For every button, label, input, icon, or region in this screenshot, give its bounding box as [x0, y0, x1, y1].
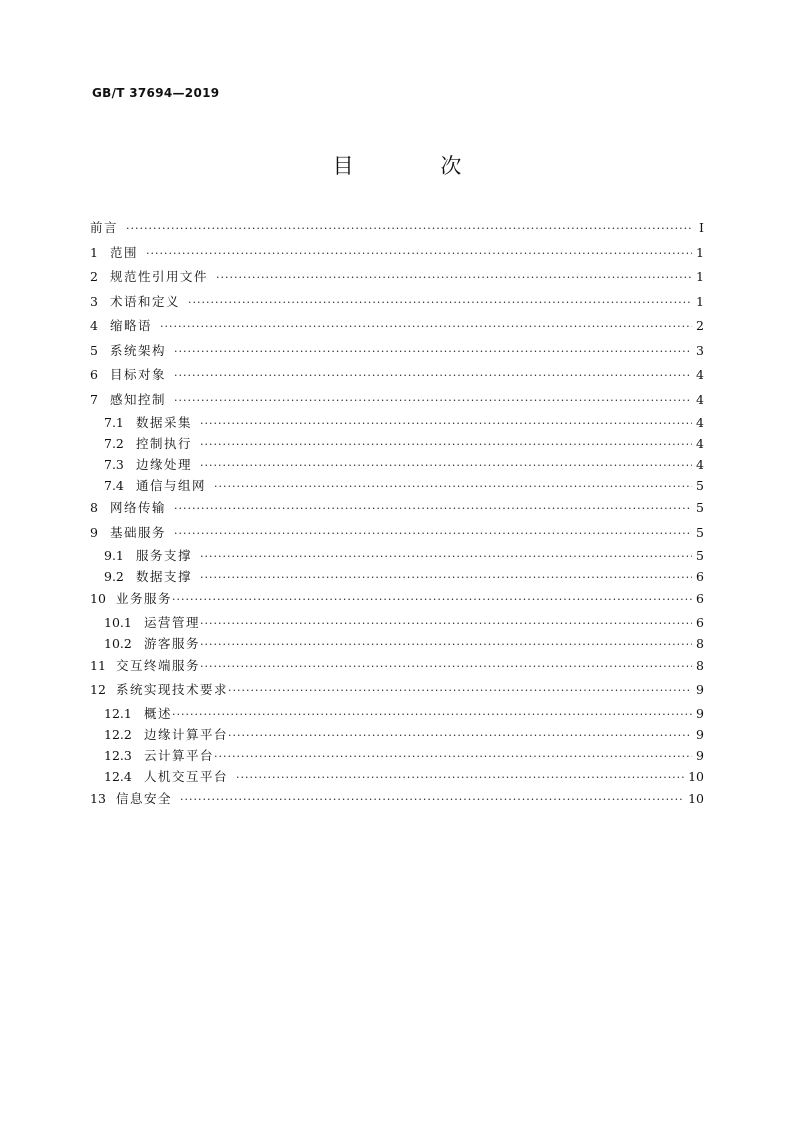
toc-entry-number: 6: [90, 367, 98, 382]
toc-entry-page: 6: [696, 614, 704, 630]
toc-entry-label: 交互终端服务: [116, 657, 201, 673]
toc-entry[interactable]: [90, 521, 704, 546]
toc-entry-label: 术语和定义: [110, 293, 181, 309]
toc-entry[interactable]: [90, 545, 704, 566]
toc-entry-page: 10: [688, 790, 704, 806]
toc-entry[interactable]: [90, 290, 704, 315]
toc-entry-number: 7.4: [104, 478, 124, 493]
toc-leader-dots: [200, 567, 692, 588]
toc-entry[interactable]: [90, 265, 704, 290]
toc-entry-page: 1: [696, 269, 704, 284]
toc-entry[interactable]: [90, 241, 704, 266]
toc-entry-label: 运营管理: [144, 614, 201, 630]
toc-entry-page: 9: [696, 726, 704, 742]
toc-entry-number: 10.1: [104, 614, 132, 630]
toc-entry[interactable]: [90, 433, 704, 454]
toc-entry-page: 4: [696, 367, 704, 382]
toc-entry-page: 4: [696, 415, 704, 430]
standard-code: GB/T 37694—2019: [92, 86, 220, 100]
toc-entry-page: 5: [696, 478, 704, 493]
toc-entry-number: 3: [90, 293, 98, 309]
toc-entry[interactable]: [90, 678, 704, 703]
toc-entry-label: 概述: [144, 705, 173, 721]
toc-leader-dots: [174, 522, 692, 547]
toc-entry-label: 控制执行: [136, 436, 193, 451]
toc-entry[interactable]: [90, 314, 704, 339]
toc-entry-label: 范围: [110, 244, 139, 260]
toc-entry-page: 10: [688, 768, 704, 784]
toc-entry-number: 2: [90, 269, 98, 284]
toc-entry-page: 5: [696, 524, 704, 540]
toc-entry-number: 9.1: [104, 548, 124, 563]
toc-entry[interactable]: [90, 475, 704, 496]
toc-leader-dots: [174, 340, 692, 365]
toc-entry-number: 7.3: [104, 457, 124, 472]
toc-leader-dots: [200, 655, 692, 680]
toc-leader-dots: [228, 725, 692, 746]
toc-entry-page: 4: [696, 436, 704, 451]
toc-entry[interactable]: [90, 339, 704, 364]
table-of-contents: [90, 216, 704, 811]
toc-entry-page: 5: [696, 500, 704, 515]
toc-entry-page: 5: [696, 548, 704, 563]
toc-leader-dots: [180, 788, 684, 813]
toc-entry-number: 12.1: [104, 705, 132, 721]
toc-leader-dots: [160, 315, 692, 340]
page-title: 目 次: [332, 154, 502, 178]
toc-entry[interactable]: [90, 724, 704, 745]
toc-entry[interactable]: [90, 587, 704, 612]
toc-entry-page: 4: [696, 391, 704, 407]
toc-entry-label: 人机交互平台: [144, 768, 229, 784]
toc-leader-dots: [172, 704, 692, 725]
toc-entry-page: 9: [696, 747, 704, 763]
toc-leader-dots: [228, 679, 692, 704]
toc-entry-number: 7: [90, 391, 98, 407]
toc-leader-dots: [236, 767, 684, 788]
toc-entry-page: 6: [696, 569, 704, 584]
toc-entry-label: 规范性引用文件: [110, 269, 209, 284]
toc-leader-dots: [216, 266, 692, 291]
toc-entry-label: 前言: [90, 220, 119, 235]
toc-leader-dots: [214, 476, 692, 497]
toc-entry-label: 边缘处理: [136, 457, 193, 472]
toc-entry[interactable]: [90, 388, 704, 413]
toc-entry-number: 4: [90, 318, 98, 333]
toc-entry-number: 1: [90, 244, 98, 260]
toc-leader-dots: [126, 217, 692, 242]
toc-entry-label: 感知控制: [110, 391, 167, 407]
toc-entry-label: 缩略语: [110, 318, 153, 333]
toc-entry-number: 9.2: [104, 569, 124, 584]
toc-entry-label: 系统架构: [110, 342, 167, 358]
toc-entry-page: 9: [696, 705, 704, 721]
toc-entry[interactable]: [90, 566, 704, 587]
toc-entry-page: 6: [696, 591, 704, 606]
toc-entry-label: 游客服务: [144, 635, 201, 651]
toc-entry-number: 13: [90, 790, 106, 806]
toc-leader-dots: [200, 455, 692, 476]
toc-leader-dots: [174, 364, 692, 389]
toc-entry-label: 云计算平台: [144, 747, 215, 763]
toc-leader-dots: [174, 497, 692, 522]
toc-entry-page: Ⅰ: [699, 220, 704, 235]
toc-leader-dots: [174, 389, 692, 414]
toc-entry[interactable]: [90, 216, 704, 241]
toc-entry-number: 7.2: [104, 436, 124, 451]
toc-entry-label: 服务支撑: [136, 548, 193, 563]
toc-entry-label: 信息安全: [116, 790, 173, 806]
toc-entry-page: 1: [696, 244, 704, 260]
toc-entry-label: 边缘计算平台: [144, 726, 229, 742]
toc-entry[interactable]: [90, 412, 704, 433]
toc-leader-dots: [146, 242, 692, 267]
toc-entry-number: 12: [90, 682, 106, 697]
toc-entry[interactable]: [90, 787, 704, 812]
toc-entry-number: 5: [90, 342, 98, 358]
toc-entry-label: 目标对象: [110, 367, 167, 382]
toc-entry[interactable]: [90, 612, 704, 633]
toc-entry-number: 8: [90, 500, 98, 515]
toc-leader-dots: [200, 434, 692, 455]
toc-entry-page: 9: [696, 682, 704, 697]
toc-entry[interactable]: [90, 496, 704, 521]
toc-entry-label: 数据采集: [136, 415, 193, 430]
toc-entry-label: 基础服务: [110, 524, 167, 540]
toc-entry[interactable]: [90, 633, 704, 654]
toc-entry-number: 11: [90, 657, 106, 673]
toc-leader-dots: [214, 746, 692, 767]
toc-leader-dots: [200, 634, 692, 655]
toc-entry[interactable]: [90, 654, 704, 679]
toc-entry-number: 10: [90, 591, 106, 606]
toc-leader-dots: [200, 413, 692, 434]
toc-entry-label: 通信与组网: [136, 478, 207, 493]
toc-entry[interactable]: [90, 454, 704, 475]
toc-leader-dots: [172, 588, 692, 613]
toc-leader-dots: [200, 613, 692, 634]
toc-entry-number: 12.2: [104, 726, 132, 742]
toc-entry-page: 1: [696, 293, 704, 309]
toc-entry-label: 业务服务: [116, 591, 173, 606]
toc-entry[interactable]: [90, 363, 704, 388]
toc-entry[interactable]: [90, 745, 704, 766]
toc-entry-page: 8: [696, 635, 704, 651]
toc-entry-page: 3: [696, 342, 704, 358]
toc-entry-number: 7.1: [104, 415, 124, 430]
toc-entry-page: 4: [696, 457, 704, 472]
toc-entry[interactable]: [90, 703, 704, 724]
toc-entry-number: 12.3: [104, 747, 132, 763]
toc-entry-number: 10.2: [104, 635, 132, 651]
toc-entry-number: 12.4: [104, 768, 132, 784]
toc-entry-number: 9: [90, 524, 98, 540]
toc-entry-label: 网络传输: [110, 500, 167, 515]
toc-entry[interactable]: [90, 766, 704, 787]
toc-entry-page: 8: [696, 657, 704, 673]
toc-entry-page: 2: [696, 318, 704, 333]
toc-leader-dots: [188, 291, 692, 316]
toc-leader-dots: [200, 546, 692, 567]
toc-entry-label: 系统实现技术要求: [116, 682, 229, 697]
toc-entry-label: 数据支撑: [136, 569, 193, 584]
